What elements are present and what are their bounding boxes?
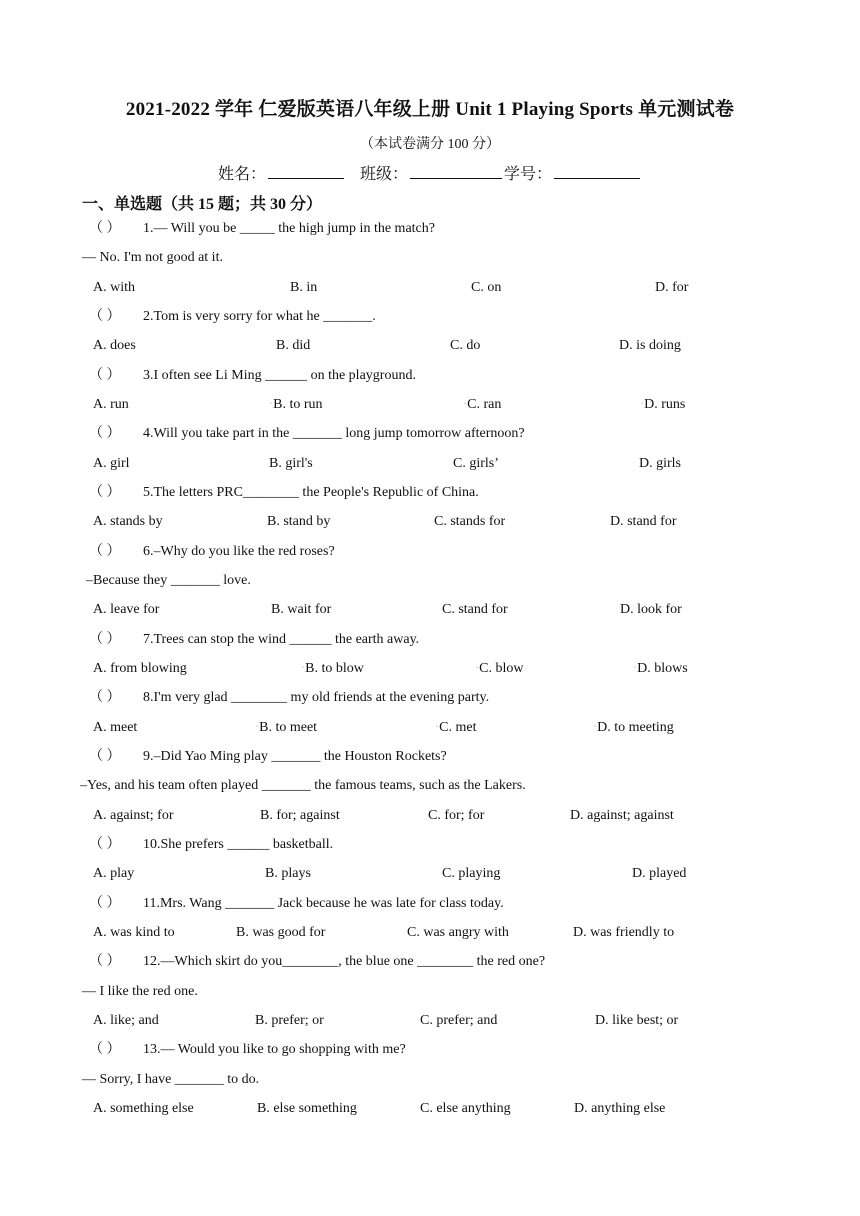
option-row — [0, 595, 860, 624]
bullet-dot-icon: ◦ — [634, 664, 637, 671]
answer-option[interactable]: D. was friendly to — [573, 924, 675, 940]
answer-option[interactable]: B. wait for — [271, 602, 332, 618]
name-label: 姓名： — [217, 166, 266, 183]
id-label: 学号： — [504, 166, 553, 183]
answer-option[interactable]: D. look for — [620, 602, 682, 618]
option-row — [0, 273, 860, 302]
answer-paren[interactable]: （ ） — [89, 954, 121, 970]
answer-paren[interactable]: （ ） — [89, 836, 121, 852]
answer-option[interactable]: ◦D. blows — [634, 660, 688, 676]
answer-option[interactable]: A. something else — [93, 1100, 194, 1116]
answer-option[interactable]: D. anything else — [574, 1100, 666, 1116]
question-stem — [0, 419, 860, 448]
answer-option[interactable]: B. in — [290, 279, 318, 295]
answer-option[interactable]: C. girls’ — [453, 455, 499, 471]
answer-option[interactable]: C. do — [450, 338, 481, 354]
answer-option[interactable]: B. for; against — [260, 807, 340, 823]
answer-option[interactable]: A. with — [93, 279, 135, 295]
question-dialog-line: — Sorry, I have _______ to do. — [82, 1071, 260, 1087]
bullet-dot-icon: ◦ — [436, 723, 439, 730]
answer-option[interactable]: B. girl's — [269, 455, 313, 471]
answer-option[interactable]: C. stand for — [442, 602, 508, 618]
option-row — [0, 1006, 860, 1035]
question-stem — [0, 302, 860, 331]
answer-option[interactable]: C. playing — [442, 866, 501, 882]
answer-option[interactable]: ◦B. to meet — [256, 719, 318, 735]
class-label: 班级： — [359, 166, 408, 183]
question-text: 8.I'm very glad ________ my old friends at the evening party. — [143, 690, 490, 706]
answer-option[interactable]: A. like; and — [93, 1012, 159, 1028]
answer-option[interactable]: A. meet — [93, 719, 138, 735]
section-heading: 一、单选题（共 15 题；共 30 分） — [82, 196, 323, 213]
bullet-dot-icon: ◦ — [302, 664, 305, 671]
answer-option[interactable]: ◦B. to run — [270, 396, 323, 412]
option-row — [0, 449, 860, 478]
answer-option[interactable]: A. girl — [93, 455, 130, 471]
question-text: 2.Tom is very sorry for what he _______. — [143, 308, 376, 324]
bullet-dot-icon: ◦ — [464, 400, 467, 407]
answer-option[interactable]: A. run — [93, 396, 129, 412]
question-list — [0, 214, 860, 1123]
answer-option[interactable]: D. for — [655, 279, 689, 295]
bullet-dot-icon: ◦ — [270, 400, 273, 407]
question-text: 10.She prefers ______ basketball. — [143, 836, 334, 852]
answer-option[interactable]: ◦C. met — [436, 719, 477, 735]
answer-option[interactable]: B. plays — [265, 866, 311, 882]
option-row — [0, 1094, 860, 1123]
answer-option[interactable]: B. stand by — [267, 514, 331, 530]
option-row — [0, 390, 860, 419]
answer-option[interactable]: A. does — [93, 338, 136, 354]
answer-option[interactable]: B. prefer; or — [255, 1012, 324, 1028]
question-stem — [0, 537, 860, 566]
answer-paren[interactable]: （ ） — [89, 895, 121, 911]
class-blank — [410, 162, 502, 179]
question-text: 12.—Which skirt do you________, the blue one ________ the red one? — [143, 954, 546, 970]
question-text: 6.–Why do you like the red roses? — [143, 543, 335, 559]
student-info-line — [0, 161, 860, 184]
option-row — [0, 654, 860, 683]
answer-paren[interactable]: （ ） — [89, 426, 121, 442]
answer-option[interactable]: C. stands for — [434, 514, 506, 530]
answer-option[interactable]: B. was good for — [236, 924, 326, 940]
answer-option[interactable]: A. play — [93, 866, 135, 882]
question-stem — [0, 889, 860, 918]
answer-option[interactable]: D. girls — [639, 455, 681, 471]
answer-option[interactable]: A. against; for — [93, 807, 174, 823]
answer-option[interactable]: ◦D. runs — [641, 396, 686, 412]
question-text: 7.Trees can stop the wind ______ the earth away. — [143, 631, 420, 647]
answer-paren[interactable]: （ ） — [89, 308, 121, 324]
answer-paren[interactable]: （ ） — [89, 690, 121, 706]
answer-option[interactable]: ◦B. to blow — [302, 660, 364, 676]
answer-option[interactable]: D. stand for — [610, 514, 677, 530]
bullet-dot-icon: ◦ — [641, 400, 644, 407]
answer-option[interactable]: A. from blowing — [93, 660, 187, 676]
answer-option[interactable]: A. leave for — [93, 602, 160, 618]
answer-option[interactable]: B. did — [276, 338, 311, 354]
option-row — [0, 859, 860, 888]
id-blank — [554, 162, 640, 179]
answer-option[interactable]: C. was angry with — [407, 924, 509, 940]
question-stem — [0, 625, 860, 654]
answer-option[interactable]: D. against; against — [570, 807, 674, 823]
question-stem — [0, 683, 860, 712]
question-stem — [0, 478, 860, 507]
answer-paren[interactable]: （ ） — [89, 631, 121, 647]
answer-option[interactable]: B. else something — [257, 1100, 357, 1116]
question-dialog-line: –Yes, and his team often played _______ the famous teams, such as the Lakers. — [80, 778, 526, 794]
option-row — [0, 507, 860, 536]
score-note: （本试卷满分 100 分） — [360, 137, 500, 152]
answer-option[interactable]: A. was kind to — [93, 924, 175, 940]
question-stem — [0, 947, 860, 976]
question-dialog-line: — No. I'm not good at it. — [82, 250, 223, 266]
question-stem — [0, 361, 860, 390]
answer-paren[interactable]: （ ） — [89, 367, 121, 383]
bullet-dot-icon: ◦ — [594, 723, 597, 730]
question-text: 13.— Would you like to go shopping with me? — [143, 1042, 406, 1058]
option-row — [0, 801, 860, 830]
question-text: 3.I often see Li Ming ______ on the playground. — [143, 367, 416, 383]
answer-option[interactable]: ◦D. to meeting — [594, 719, 674, 735]
answer-paren[interactable]: （ ） — [89, 748, 121, 764]
answer-option[interactable]: C. on — [471, 279, 502, 295]
question-text: 1.— Will you be _____ the high jump in the match? — [143, 221, 435, 236]
question-stem — [0, 742, 860, 771]
answer-option[interactable]: C. prefer; and — [420, 1012, 498, 1028]
question-stem — [0, 214, 860, 243]
answer-option[interactable]: ◦C. ran — [464, 396, 502, 412]
answer-option[interactable]: ◦C. blow — [476, 660, 524, 676]
question-dialog-line: — I like the red one. — [82, 983, 198, 999]
page-title: 2021-2022 学年 仁爱版英语八年级上册 Unit 1 Playing Sports 单元测试卷 — [125, 99, 735, 120]
question-text: 11.Mrs. Wang _______ Jack because he was late for class today. — [143, 895, 504, 911]
answer-paren[interactable]: （ ） — [89, 543, 121, 559]
answer-option[interactable]: C. else anything — [420, 1100, 511, 1116]
question-text: 5.The letters PRC________ the People's Republic of China. — [143, 484, 479, 500]
option-row — [0, 918, 860, 947]
question-text: 9.–Did Yao Ming play _______ the Houston Rockets? — [143, 748, 447, 764]
bullet-dot-icon: ◦ — [256, 723, 259, 730]
option-row — [0, 713, 860, 742]
option-row — [0, 331, 860, 360]
answer-option[interactable]: D. is doing — [619, 338, 681, 354]
answer-option[interactable]: D. played — [632, 866, 687, 882]
question-text: 4.Will you take part in the _______ long jump tomorrow afternoon? — [143, 426, 525, 442]
answer-option[interactable]: D. like best; or — [595, 1012, 679, 1028]
answer-option[interactable]: A. stands by — [93, 514, 163, 530]
name-blank — [268, 162, 344, 179]
answer-option[interactable]: C. for; for — [428, 807, 485, 823]
bullet-dot-icon: ◦ — [476, 664, 479, 671]
answer-paren[interactable]: （ ） — [89, 221, 121, 236]
question-dialog-line: –Because they _______ love. — [86, 572, 251, 588]
answer-paren[interactable]: （ ） — [89, 1042, 121, 1058]
question-stem — [0, 1035, 860, 1064]
question-stem — [0, 830, 860, 859]
answer-paren[interactable]: （ ） — [89, 484, 121, 500]
